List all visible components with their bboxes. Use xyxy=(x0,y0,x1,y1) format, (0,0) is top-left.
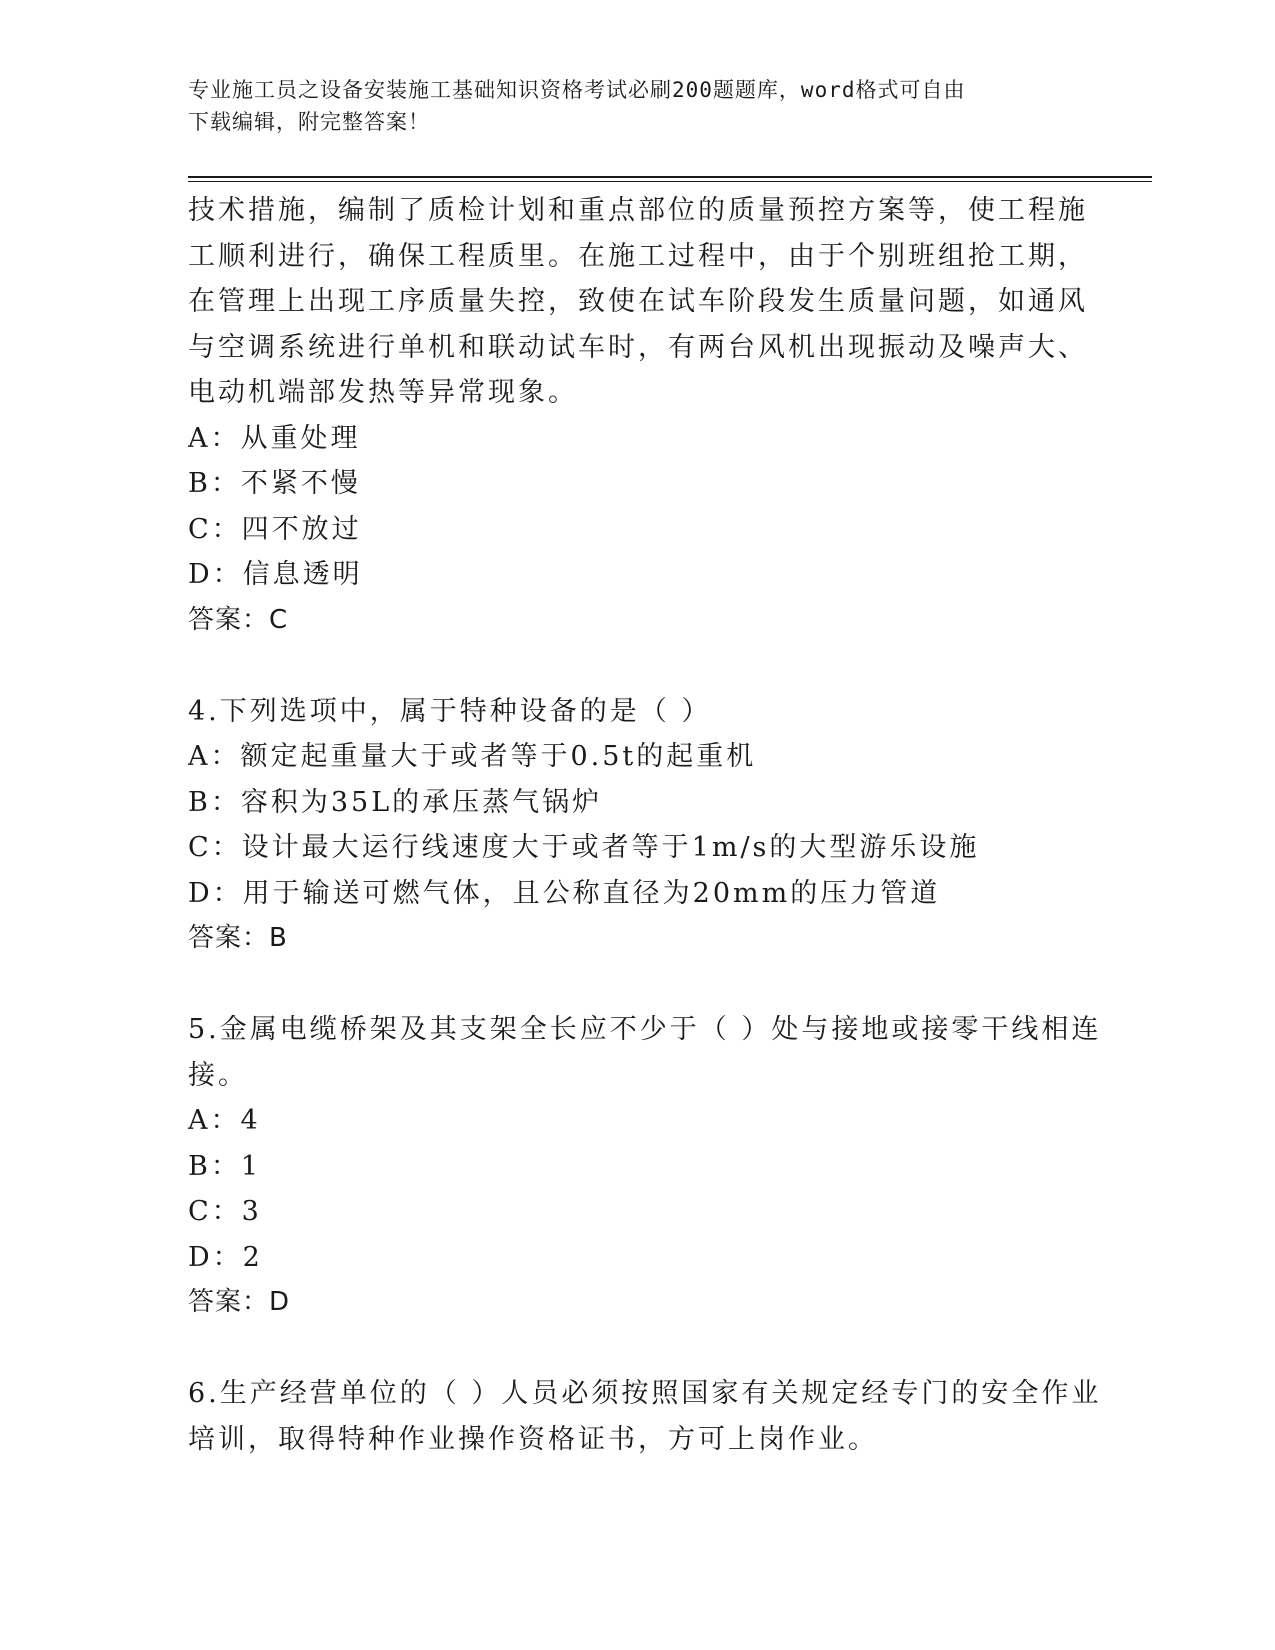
question-stem-line: 工顺利进行，确保工程质里。在施工过程中，由于个别班组抢工期， xyxy=(188,240,1088,272)
option-d: D：信息透明 xyxy=(188,559,363,590)
answer-line: 答案：D xyxy=(188,1287,291,1317)
option-a: A：额定起重量大于或者等于0.5t的起重机 xyxy=(188,741,757,772)
option-d: D：用于输送可燃气体，且公称直径为20mm的压力管道 xyxy=(188,877,941,909)
question-gap xyxy=(188,643,1088,689)
document-body xyxy=(188,188,1102,1462)
question-stem-line: 技术措施，编制了质检计划和重点部位的质量预控方案等，使工程施 xyxy=(188,195,1088,226)
question-stem-line: 培训，取得特种作业操作资格证书，方可上岗作业。 xyxy=(188,1423,878,1455)
answer-line: 答案：C xyxy=(188,604,289,635)
header-line-2: 下载编辑，附完整答案！ xyxy=(188,110,430,134)
question-3 xyxy=(188,188,1088,643)
question-stem-line: 4.下列选项中，属于特种设备的是（ ） xyxy=(188,695,712,727)
option-d: D：2 xyxy=(188,1241,263,1273)
option-b: B：1 xyxy=(188,1150,262,1182)
option-c: C：设计最大运行线速度大于或者等于1m/s的大型游乐设施 xyxy=(188,832,980,863)
header-rule-thick xyxy=(188,176,1152,178)
question-6 xyxy=(188,1371,1102,1462)
question-gap xyxy=(188,962,1088,1008)
option-b: B：不紧不慢 xyxy=(188,468,361,499)
header-line-1: 专业施工员之设备安装施工基础知识资格考试必刷200题题库，word格式可自由 xyxy=(188,78,966,102)
question-stem-line: 与空调系统进行单机和联动试车时，有两台风机出现振动及噪声大、 xyxy=(188,331,1088,363)
question-4 xyxy=(188,689,1088,962)
question-5 xyxy=(188,1007,1102,1326)
question-gap xyxy=(188,1326,1088,1372)
option-c: C：四不放过 xyxy=(188,513,362,545)
question-stem-line: 6.生产经营单位的（ ）人员必须按照国家有关规定经专门的安全作业 xyxy=(188,1378,1102,1409)
question-stem-line: 电动机端部发热等异常现象。 xyxy=(188,377,578,408)
header-rule-thin xyxy=(188,181,1152,182)
option-b: B：容积为35L的承压蒸气锅炉 xyxy=(188,786,603,818)
answer-line: 答案：B xyxy=(188,923,288,953)
question-stem-line: 接。 xyxy=(188,1059,248,1091)
question-stem-line: 在管理上出现工序质量失控，致使在试车阶段发生质量问题，如通风 xyxy=(188,286,1088,317)
question-stem-line: 5.金属电缆桥架及其支架全长应不少于（ ）处与接地或接零干线相连 xyxy=(188,1014,1102,1045)
option-c: C：3 xyxy=(188,1196,262,1227)
option-a: A：4 xyxy=(188,1105,261,1136)
document-header xyxy=(188,74,1068,138)
option-a: A：从重处理 xyxy=(188,422,361,454)
